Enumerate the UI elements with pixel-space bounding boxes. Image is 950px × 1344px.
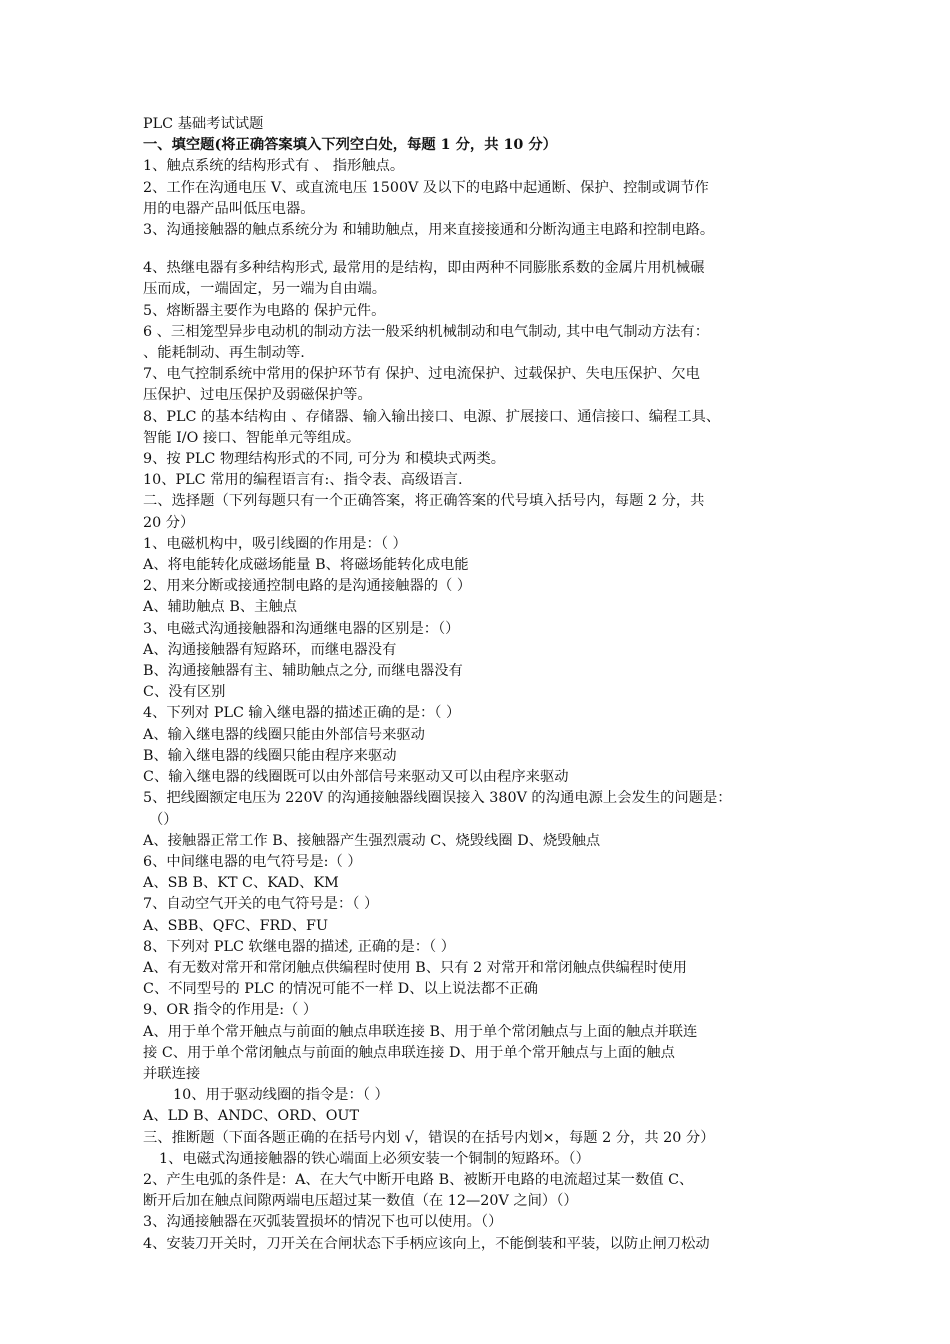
s1-question-8-line2: 智能 I/O 接口、智能单元等组成。 — [143, 429, 361, 446]
s2-question-5-line2: （） — [149, 811, 178, 828]
s1-question-7-line1: 7、电气控制系统中常用的保护环节有 保护、过电流保护、过载保护、失电压保护、欠电 — [143, 366, 700, 383]
s1-question-6-line2: 、能耗制动、再生制动等. — [143, 345, 305, 362]
s1-question-5: 5、熔断器主要作为电路的 保护元件。 — [143, 302, 386, 319]
s2-question-5-options: A、接触器正常工作 B、接触器产生强烈震动 C、烧毁线圈 D、烧毁触点 — [143, 832, 601, 849]
s1-question-2-line2: 用的电器产品叫低压电器。 — [143, 200, 315, 217]
s1-question-6-line1: 6 、三相笼型异步电动机的制动方法一般采纳机械制动和电气制动, 其中电气制动方法有： — [143, 323, 710, 340]
s2-question-1: 1、电磁机构中，吸引线圈的作用是：（ ） — [143, 535, 407, 552]
s2-question-6: 6、中间继电器的电气符号是:（ ） — [143, 853, 362, 870]
s1-question-9: 9、按 PLC 物理结构形式的不同, 可分为 和模块式两类。 — [143, 451, 506, 468]
s2-question-4-option-a: A、输入继电器的线圈只能由外部信号来驱动 — [143, 726, 425, 743]
s2-question-3: 3、电磁式沟通接触器和沟通继电器的区别是：（） — [143, 620, 460, 637]
section3-heading: 三、推断题（下面各题正确的在括号内划 √，错误的在括号内划×，每题 2 分，共 20 分） — [143, 1129, 715, 1146]
s2-question-9: 9、OR 指令的作用是:（ ） — [143, 1002, 318, 1019]
s3-question-3: 3、沟通接触器在灭弧装置损坏的情况下也可以使用。（） — [143, 1214, 503, 1231]
s2-question-6-options: A、SB B、KT C、KAD、KM — [143, 875, 339, 892]
s2-question-5-line1: 5、把线圈额定电压为 220V 的沟通接触器线圈误接入 380V 的沟通电源上会发生的问题是： — [143, 790, 732, 807]
s2-question-3-option-a: A、沟通接触器有短路环，而继电器没有 — [143, 641, 397, 658]
s2-question-8-options-ab: A、有无数对常开和常闭触点供编程时使用 B、只有 2 对常开和常闭触点供编程时使用 — [143, 959, 687, 976]
s3-question-4: 4、安装刀开关时，刀开关在合闸状态下手柄应该向上，不能倒装和平装，以防止闸刀松动 — [143, 1235, 710, 1252]
s1-question-8-line1: 8、PLC 的基本结构由 、存储器、输入输出接口、电源、扩展接口、通信接口、编程工具、 — [143, 408, 721, 425]
s2-question-4-option-c: C、输入继电器的线圈既可以由外部信号来驱动又可以由程序来驱动 — [143, 769, 569, 786]
s1-question-3: 3、沟通接触器的触点系统分为 和辅助触点，用来直接接通和分断沟通主电路和控制电路。 — [143, 222, 715, 239]
s1-question-2-line1: 2、工作在沟通电压 V、或直流电压 1500V 及以下的电路中起通断、保护、控制或调节作 — [143, 179, 709, 196]
document-title: PLC 基础考试试题 — [143, 116, 264, 132]
section2-heading-line1: 二、选择题（下列每题只有一个正确答案，将正确答案的代号填入括号内，每题 2 分，共 — [143, 493, 705, 510]
s2-question-8: 8、下列对 PLC 软继电器的描述, 正确的是：（ ） — [143, 938, 456, 955]
s2-question-10-options: A、LD B、ANDC、ORD、OUT — [143, 1108, 360, 1125]
s2-question-7-options: A、SBB、QFC、FRD、FU — [143, 917, 329, 934]
s1-question-4-line1: 4、热继电器有多种结构形式, 最常用的是结构，即由两种不同膨胀系数的金属片用机械碾 — [143, 260, 705, 277]
s3-question-2-line1: 2、产生电弧的条件是：A、在大气中断开电路 B、被断开电路的电流超过某一数值 C、 — [143, 1171, 694, 1188]
s1-question-1: 1、触点系统的结构形式有 、 指形触点。 — [143, 158, 405, 175]
s2-question-7: 7、自动空气开关的电气符号是：（ ） — [143, 896, 379, 913]
s3-question-1: 1、电磁式沟通接触器的铁心端面上必须安装一个铜制的短路环。（） — [159, 1150, 590, 1167]
s2-question-1-options: A、将电能转化成磁场能量 B、将磁场能转化成电能 — [143, 557, 469, 574]
s2-question-8-options-cd: C、不同型号的 PLC 的情况可能不一样 D、以上说法都不正确 — [143, 981, 538, 998]
s2-question-3-option-b: B、沟通接触器有主、辅助触点之分, 而继电器没有 — [143, 663, 463, 680]
s2-question-4-option-b: B、输入继电器的线圈只能由程序来驱动 — [143, 747, 397, 764]
s1-question-7-line2: 压保护、过电压保护及弱磁保护等。 — [143, 387, 372, 404]
s1-question-10: 10、PLC 常用的编程语言有:、指令表、高级语言. — [143, 472, 463, 489]
s2-question-9-options-line2: 接 C、用于单个常闭触点与前面的触点串联连接 D、用于单个常开触点与上面的触点 — [143, 1044, 675, 1061]
s2-question-2: 2、用来分断或接通控制电路的是沟通接触器的（ ） — [143, 578, 472, 595]
s2-question-3-option-c: C、没有区别 — [143, 684, 226, 701]
section2-heading-line2: 20 分） — [143, 514, 195, 531]
s2-question-9-options-line3: 并联连接 — [143, 1065, 201, 1082]
s2-question-9-options-line1: A、用于单个常开触点与前面的触点串联连接 B、用于单个常闭触点与上面的触点并联连 — [143, 1023, 698, 1040]
s2-question-2-options: A、辅助触点 B、主触点 — [143, 599, 298, 616]
s1-question-4-line2: 压而成，一端固定，另一端为自由端。 — [143, 281, 387, 298]
s2-question-4: 4、下列对 PLC 输入继电器的描述正确的是：（ ） — [143, 705, 461, 722]
exam-document — [143, 114, 823, 1255]
s3-question-2-line2: 断开后加在触点间隙两端电压超过某一数值（在 12—20V 之间）（） — [143, 1193, 578, 1210]
blank-spacer — [143, 241, 823, 258]
section1-heading: 一、填空题(将正确答案填入下列空白处，每题 1 分，共 10 分） — [143, 137, 557, 154]
s2-question-10: 10、用于驱动线圈的指令是：（ ） — [173, 1087, 389, 1104]
